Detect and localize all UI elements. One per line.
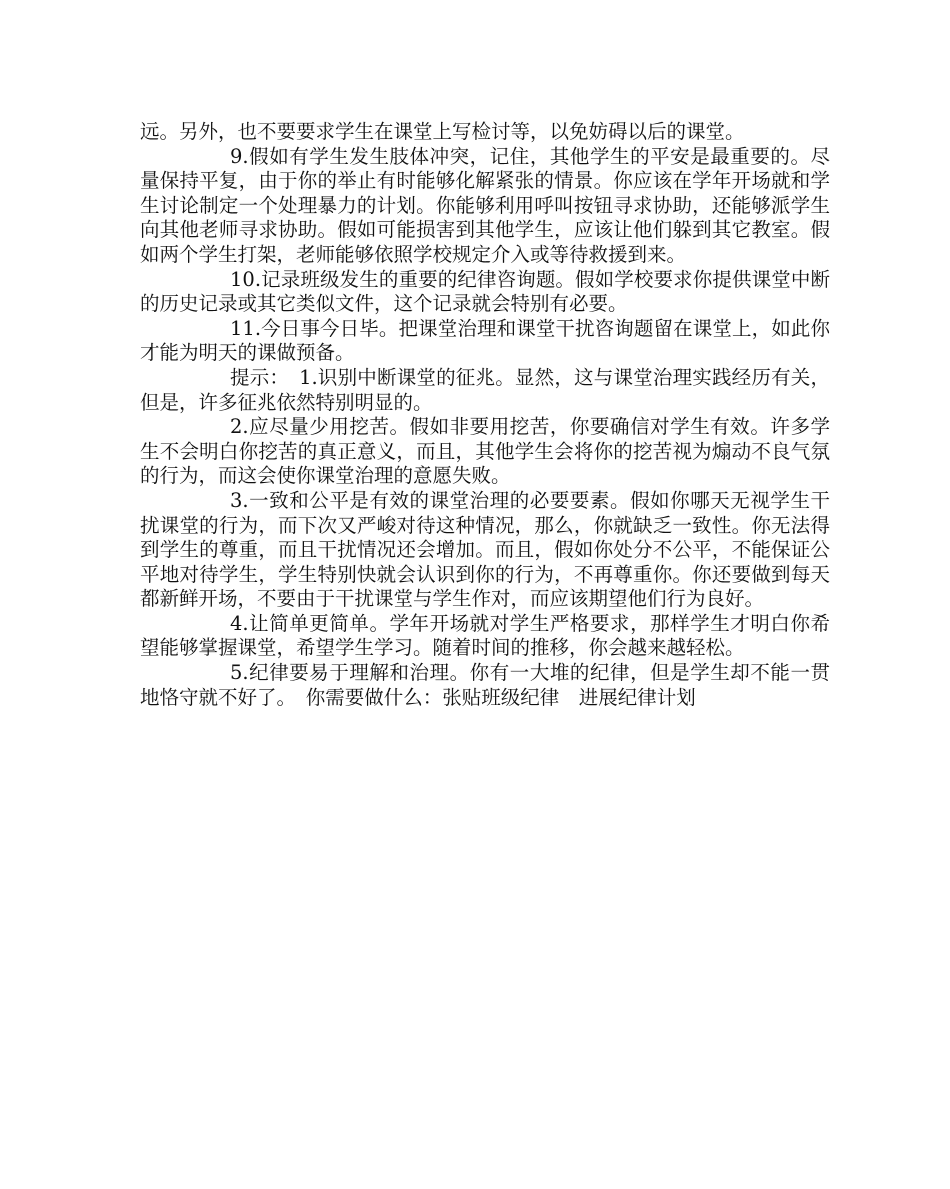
body-text <box>140 120 830 710</box>
paragraph-tip-5: 5.纪律要易于理解和治理。你有一大堆的纪律，但是学生却不能一贯地恪守就不好了。 你需要做什么：张贴班级纪律 进展纪律计划 <box>140 661 830 709</box>
paragraph-item-9: 9.假如有学生发生肢体冲突，记住，其他学生的平安是最重要的。尽量保持平复，由于你的举止有时能够化解紧张的情景。你应该在学年开场就和学生讨论制定一个处理暴力的计划。你能够利用呼叫按钮寻求协助，还能够派学生向其他老师寻求协助。假如可能损害到其他学生，应该让他们躲到其它教室。假如两个学生打架，老师能够依照学校规定介入或等待救援到来。 <box>140 144 830 266</box>
paragraph-tip-2: 2.应尽量少用挖苦。假如非要用挖苦，你要确信对学生有效。许多学生不会明白你挖苦的真正意义，而且，其他学生会将你的挖苦视为煽动不良气氛的行为，而这会使你课堂治理的意愿失败。 <box>140 415 830 488</box>
paragraph-item-11: 11.今日事今日毕。把课堂治理和课堂干扰咨询题留在课堂上，如此你才能为明天的课做预备。 <box>140 316 830 365</box>
paragraph-tip-3: 3.一致和公平是有效的课堂治理的必要要素。假如你哪天无视学生干扰课堂的行为，而下次又严峻对待这种情况，那么，你就缺乏一致性。你无法得到学生的尊重，而且干扰情况还会增加。而且，假如你处分不公平，不能保证公平地对待学生，学生特别快就会认识到你的行为，不再尊重你。你还要做到每天都新鲜开场，不要由于干扰课堂与学生作对，而应该期望他们行为良好。 <box>140 488 830 611</box>
paragraph-tip-4: 4.让简单更简单。学年开场就对学生严格要求，那样学生才明白你希望能够掌握课堂，希望学生学习。随着时间的推移，你会越来越轻松。 <box>140 611 830 660</box>
paragraph-continuation: 远。另外，也不要要求学生在课堂上写检讨等，以免妨碍以后的课堂。 <box>140 120 745 143</box>
paragraph-tip-1: 提示： 1.识别中断课堂的征兆。显然，这与课堂治理实践经历有关，但是，许多征兆依然特别明显的。 <box>140 365 830 414</box>
paragraph-item-10: 10.记录班级发生的重要的纪律咨询题。假如学校要求你提供课堂中断的历史记录或其它类似文件，这个记录就会特别有必要。 <box>140 267 830 316</box>
